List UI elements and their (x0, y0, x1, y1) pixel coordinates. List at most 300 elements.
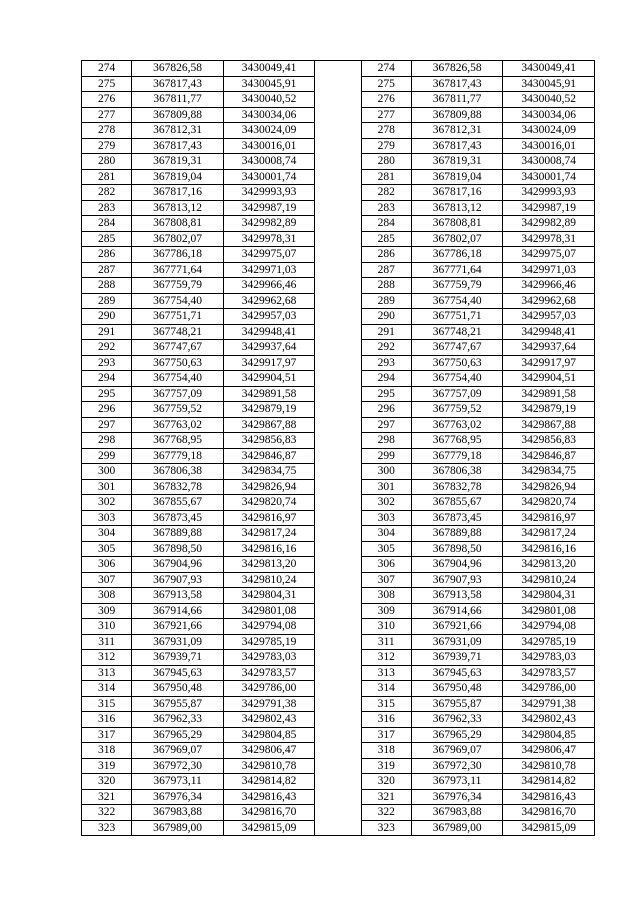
right-x-coordinate-cell: 367786,18 (411, 247, 503, 263)
table-row (82, 588, 595, 604)
table-row (82, 185, 595, 201)
column-gap (315, 712, 361, 728)
right-point-number-cell: 280 (361, 154, 411, 170)
right-point-number-cell: 317 (361, 727, 411, 743)
left-y-coordinate-cell: 3429820,74 (223, 495, 315, 511)
table-row (82, 309, 595, 325)
table-row (82, 448, 595, 464)
left-point-number-cell: 297 (82, 417, 132, 433)
right-point-number-cell: 291 (361, 324, 411, 340)
right-x-coordinate-cell: 367904,96 (411, 557, 503, 573)
right-y-coordinate-cell: 3430040,52 (503, 92, 595, 108)
left-x-coordinate-cell: 367983,88 (132, 805, 224, 821)
left-y-coordinate-cell: 3430045,91 (223, 76, 315, 92)
table-row (82, 805, 595, 821)
left-x-coordinate-cell: 367904,96 (132, 557, 224, 573)
right-point-number-cell: 306 (361, 557, 411, 573)
left-x-coordinate-cell: 367873,45 (132, 510, 224, 526)
left-y-coordinate-cell: 3430001,74 (223, 169, 315, 185)
left-x-coordinate-cell: 367754,40 (132, 293, 224, 309)
table-row (82, 216, 595, 232)
coordinate-table-body (82, 61, 595, 836)
right-x-coordinate-cell: 367819,31 (411, 154, 503, 170)
left-y-coordinate-cell: 3429846,87 (223, 448, 315, 464)
right-x-coordinate-cell: 367771,64 (411, 262, 503, 278)
right-x-coordinate-cell: 367907,93 (411, 572, 503, 588)
left-point-number-cell: 299 (82, 448, 132, 464)
right-y-coordinate-cell: 3430016,01 (503, 138, 595, 154)
left-x-coordinate-cell: 367813,12 (132, 200, 224, 216)
right-x-coordinate-cell: 367939,71 (411, 650, 503, 666)
right-y-coordinate-cell: 3429978,31 (503, 231, 595, 247)
left-y-coordinate-cell: 3429814,82 (223, 774, 315, 790)
column-gap (315, 231, 361, 247)
left-point-number-cell: 293 (82, 355, 132, 371)
right-point-number-cell: 299 (361, 448, 411, 464)
column-gap (315, 479, 361, 495)
left-point-number-cell: 289 (82, 293, 132, 309)
column-gap (315, 789, 361, 805)
right-point-number-cell: 316 (361, 712, 411, 728)
left-point-number-cell: 279 (82, 138, 132, 154)
right-y-coordinate-cell: 3429904,51 (503, 371, 595, 387)
left-x-coordinate-cell: 367976,34 (132, 789, 224, 805)
right-point-number-cell: 297 (361, 417, 411, 433)
right-y-coordinate-cell: 3429948,41 (503, 324, 595, 340)
table-row (82, 774, 595, 790)
left-point-number-cell: 316 (82, 712, 132, 728)
right-x-coordinate-cell: 367754,40 (411, 293, 503, 309)
right-point-number-cell: 290 (361, 309, 411, 325)
table-row (82, 712, 595, 728)
right-x-coordinate-cell: 367889,88 (411, 526, 503, 542)
right-point-number-cell: 283 (361, 200, 411, 216)
left-x-coordinate-cell: 367779,18 (132, 448, 224, 464)
left-point-number-cell: 308 (82, 588, 132, 604)
left-y-coordinate-cell: 3429816,97 (223, 510, 315, 526)
left-x-coordinate-cell: 367973,11 (132, 774, 224, 790)
column-gap (315, 309, 361, 325)
left-y-coordinate-cell: 3429879,19 (223, 402, 315, 418)
left-y-coordinate-cell: 3429987,19 (223, 200, 315, 216)
left-point-number-cell: 292 (82, 340, 132, 356)
left-x-coordinate-cell: 367907,93 (132, 572, 224, 588)
table-row (82, 61, 595, 77)
table-row (82, 572, 595, 588)
right-y-coordinate-cell: 3429971,03 (503, 262, 595, 278)
left-point-number-cell: 307 (82, 572, 132, 588)
left-point-number-cell: 300 (82, 464, 132, 480)
right-y-coordinate-cell: 3429826,94 (503, 479, 595, 495)
right-y-coordinate-cell: 3429816,43 (503, 789, 595, 805)
column-gap (315, 603, 361, 619)
left-y-coordinate-cell: 3429904,51 (223, 371, 315, 387)
left-point-number-cell: 311 (82, 634, 132, 650)
column-gap (315, 278, 361, 294)
left-x-coordinate-cell: 367945,63 (132, 665, 224, 681)
column-gap (315, 340, 361, 356)
right-point-number-cell: 318 (361, 743, 411, 759)
left-x-coordinate-cell: 367750,63 (132, 355, 224, 371)
left-y-coordinate-cell: 3429801,08 (223, 603, 315, 619)
right-point-number-cell: 312 (361, 650, 411, 666)
column-gap (315, 448, 361, 464)
right-x-coordinate-cell: 367757,09 (411, 386, 503, 402)
column-gap (315, 61, 361, 77)
table-row (82, 727, 595, 743)
left-x-coordinate-cell: 367809,88 (132, 107, 224, 123)
right-x-coordinate-cell: 367763,02 (411, 417, 503, 433)
left-point-number-cell: 320 (82, 774, 132, 790)
table-row (82, 76, 595, 92)
left-y-coordinate-cell: 3429993,93 (223, 185, 315, 201)
column-gap (315, 774, 361, 790)
left-point-number-cell: 282 (82, 185, 132, 201)
column-gap (315, 386, 361, 402)
left-point-number-cell: 287 (82, 262, 132, 278)
table-row (82, 371, 595, 387)
left-point-number-cell: 285 (82, 231, 132, 247)
left-y-coordinate-cell: 3429966,46 (223, 278, 315, 294)
right-point-number-cell: 288 (361, 278, 411, 294)
column-gap (315, 681, 361, 697)
table-row (82, 665, 595, 681)
right-point-number-cell: 281 (361, 169, 411, 185)
left-point-number-cell: 305 (82, 541, 132, 557)
left-point-number-cell: 315 (82, 696, 132, 712)
right-y-coordinate-cell: 3429891,58 (503, 386, 595, 402)
left-point-number-cell: 321 (82, 789, 132, 805)
right-point-number-cell: 314 (361, 681, 411, 697)
left-point-number-cell: 291 (82, 324, 132, 340)
right-x-coordinate-cell: 367750,63 (411, 355, 503, 371)
right-point-number-cell: 285 (361, 231, 411, 247)
right-y-coordinate-cell: 3429813,20 (503, 557, 595, 573)
right-y-coordinate-cell: 3429816,97 (503, 510, 595, 526)
left-x-coordinate-cell: 367806,38 (132, 464, 224, 480)
right-point-number-cell: 308 (361, 588, 411, 604)
left-y-coordinate-cell: 3429786,00 (223, 681, 315, 697)
table-row (82, 681, 595, 697)
left-x-coordinate-cell: 367802,07 (132, 231, 224, 247)
left-y-coordinate-cell: 3429826,94 (223, 479, 315, 495)
left-point-number-cell: 290 (82, 309, 132, 325)
column-gap (315, 169, 361, 185)
left-point-number-cell: 280 (82, 154, 132, 170)
left-y-coordinate-cell: 3429817,24 (223, 526, 315, 542)
column-gap (315, 216, 361, 232)
column-gap (315, 665, 361, 681)
right-y-coordinate-cell: 3429962,68 (503, 293, 595, 309)
right-x-coordinate-cell: 367779,18 (411, 448, 503, 464)
right-x-coordinate-cell: 367931,09 (411, 634, 503, 650)
left-x-coordinate-cell: 367771,64 (132, 262, 224, 278)
right-point-number-cell: 289 (361, 293, 411, 309)
right-point-number-cell: 276 (361, 92, 411, 108)
left-point-number-cell: 296 (82, 402, 132, 418)
table-row (82, 324, 595, 340)
left-x-coordinate-cell: 367747,67 (132, 340, 224, 356)
left-y-coordinate-cell: 3429957,03 (223, 309, 315, 325)
left-x-coordinate-cell: 367748,21 (132, 324, 224, 340)
left-y-coordinate-cell: 3429834,75 (223, 464, 315, 480)
right-x-coordinate-cell: 367809,88 (411, 107, 503, 123)
table-row (82, 479, 595, 495)
left-y-coordinate-cell: 3429783,03 (223, 650, 315, 666)
left-y-coordinate-cell: 3429891,58 (223, 386, 315, 402)
left-x-coordinate-cell: 367965,29 (132, 727, 224, 743)
right-x-coordinate-cell: 367983,88 (411, 805, 503, 821)
column-gap (315, 650, 361, 666)
left-y-coordinate-cell: 3430016,01 (223, 138, 315, 154)
table-row (82, 355, 595, 371)
right-x-coordinate-cell: 367751,71 (411, 309, 503, 325)
left-y-coordinate-cell: 3430008,74 (223, 154, 315, 170)
right-point-number-cell: 282 (361, 185, 411, 201)
right-y-coordinate-cell: 3429957,03 (503, 309, 595, 325)
right-y-coordinate-cell: 3429975,07 (503, 247, 595, 263)
right-y-coordinate-cell: 3429785,19 (503, 634, 595, 650)
left-x-coordinate-cell: 367808,81 (132, 216, 224, 232)
left-y-coordinate-cell: 3429813,20 (223, 557, 315, 573)
column-gap (315, 185, 361, 201)
left-x-coordinate-cell: 367763,02 (132, 417, 224, 433)
right-point-number-cell: 305 (361, 541, 411, 557)
left-x-coordinate-cell: 367962,33 (132, 712, 224, 728)
left-y-coordinate-cell: 3429856,83 (223, 433, 315, 449)
left-point-number-cell: 304 (82, 526, 132, 542)
left-y-coordinate-cell: 3429816,70 (223, 805, 315, 821)
right-y-coordinate-cell: 3429801,08 (503, 603, 595, 619)
right-x-coordinate-cell: 367969,07 (411, 743, 503, 759)
right-y-coordinate-cell: 3429987,19 (503, 200, 595, 216)
right-y-coordinate-cell: 3430008,74 (503, 154, 595, 170)
right-point-number-cell: 300 (361, 464, 411, 480)
column-gap (315, 588, 361, 604)
left-x-coordinate-cell: 367812,31 (132, 123, 224, 139)
left-x-coordinate-cell: 367921,66 (132, 619, 224, 635)
table-row (82, 464, 595, 480)
right-y-coordinate-cell: 3430001,74 (503, 169, 595, 185)
right-point-number-cell: 277 (361, 107, 411, 123)
right-y-coordinate-cell: 3429783,57 (503, 665, 595, 681)
column-gap (315, 696, 361, 712)
column-gap (315, 371, 361, 387)
left-x-coordinate-cell: 367817,43 (132, 138, 224, 154)
left-y-coordinate-cell: 3429937,64 (223, 340, 315, 356)
left-point-number-cell: 322 (82, 805, 132, 821)
right-x-coordinate-cell: 367817,43 (411, 76, 503, 92)
left-point-number-cell: 312 (82, 650, 132, 666)
right-y-coordinate-cell: 3429879,19 (503, 402, 595, 418)
right-x-coordinate-cell: 367973,11 (411, 774, 503, 790)
right-x-coordinate-cell: 367817,16 (411, 185, 503, 201)
left-y-coordinate-cell: 3430049,41 (223, 61, 315, 77)
right-point-number-cell: 298 (361, 433, 411, 449)
right-x-coordinate-cell: 367806,38 (411, 464, 503, 480)
right-point-number-cell: 275 (361, 76, 411, 92)
left-x-coordinate-cell: 367989,00 (132, 820, 224, 836)
column-gap (315, 92, 361, 108)
left-x-coordinate-cell: 367751,71 (132, 309, 224, 325)
right-y-coordinate-cell: 3429810,24 (503, 572, 595, 588)
column-gap (315, 820, 361, 836)
right-point-number-cell: 293 (361, 355, 411, 371)
left-point-number-cell: 277 (82, 107, 132, 123)
left-x-coordinate-cell: 367817,16 (132, 185, 224, 201)
left-y-coordinate-cell: 3429815,09 (223, 820, 315, 836)
column-gap (315, 402, 361, 418)
left-y-coordinate-cell: 3429948,41 (223, 324, 315, 340)
column-gap (315, 107, 361, 123)
left-point-number-cell: 275 (82, 76, 132, 92)
left-y-coordinate-cell: 3429810,24 (223, 572, 315, 588)
left-x-coordinate-cell: 367754,40 (132, 371, 224, 387)
left-point-number-cell: 313 (82, 665, 132, 681)
right-y-coordinate-cell: 3430049,41 (503, 61, 595, 77)
table-row (82, 541, 595, 557)
right-point-number-cell: 304 (361, 526, 411, 542)
column-gap (315, 619, 361, 635)
column-gap (315, 557, 361, 573)
left-x-coordinate-cell: 367826,58 (132, 61, 224, 77)
table-row (82, 650, 595, 666)
left-y-coordinate-cell: 3429971,03 (223, 262, 315, 278)
left-point-number-cell: 288 (82, 278, 132, 294)
right-x-coordinate-cell: 367965,29 (411, 727, 503, 743)
right-y-coordinate-cell: 3429815,09 (503, 820, 595, 836)
left-y-coordinate-cell: 3429785,19 (223, 634, 315, 650)
left-y-coordinate-cell: 3429804,85 (223, 727, 315, 743)
column-gap (315, 743, 361, 759)
left-y-coordinate-cell: 3429806,47 (223, 743, 315, 759)
right-point-number-cell: 284 (361, 216, 411, 232)
left-y-coordinate-cell: 3430024,09 (223, 123, 315, 139)
left-x-coordinate-cell: 367855,67 (132, 495, 224, 511)
right-x-coordinate-cell: 367955,87 (411, 696, 503, 712)
left-point-number-cell: 276 (82, 92, 132, 108)
left-x-coordinate-cell: 367931,09 (132, 634, 224, 650)
coordinate-table (81, 60, 595, 836)
right-point-number-cell: 301 (361, 479, 411, 495)
left-point-number-cell: 309 (82, 603, 132, 619)
left-y-coordinate-cell: 3430040,52 (223, 92, 315, 108)
table-row (82, 123, 595, 139)
right-point-number-cell: 295 (361, 386, 411, 402)
right-point-number-cell: 323 (361, 820, 411, 836)
left-x-coordinate-cell: 367832,78 (132, 479, 224, 495)
right-y-coordinate-cell: 3429804,31 (503, 588, 595, 604)
right-x-coordinate-cell: 367962,33 (411, 712, 503, 728)
left-y-coordinate-cell: 3429917,97 (223, 355, 315, 371)
right-point-number-cell: 315 (361, 696, 411, 712)
table-row (82, 603, 595, 619)
column-gap (315, 262, 361, 278)
right-x-coordinate-cell: 367898,50 (411, 541, 503, 557)
column-gap (315, 247, 361, 263)
table-row (82, 495, 595, 511)
left-y-coordinate-cell: 3429975,07 (223, 247, 315, 263)
left-y-coordinate-cell: 3429962,68 (223, 293, 315, 309)
table-row (82, 92, 595, 108)
right-x-coordinate-cell: 367768,95 (411, 433, 503, 449)
right-point-number-cell: 307 (361, 572, 411, 588)
column-gap (315, 433, 361, 449)
right-x-coordinate-cell: 367826,58 (411, 61, 503, 77)
right-point-number-cell: 302 (361, 495, 411, 511)
right-point-number-cell: 303 (361, 510, 411, 526)
column-gap (315, 355, 361, 371)
table-row (82, 510, 595, 526)
left-y-coordinate-cell: 3429982,89 (223, 216, 315, 232)
left-x-coordinate-cell: 367914,66 (132, 603, 224, 619)
right-y-coordinate-cell: 3429810,78 (503, 758, 595, 774)
right-point-number-cell: 286 (361, 247, 411, 263)
table-row (82, 262, 595, 278)
left-point-number-cell: 323 (82, 820, 132, 836)
right-point-number-cell: 292 (361, 340, 411, 356)
column-gap (315, 727, 361, 743)
right-y-coordinate-cell: 3429804,85 (503, 727, 595, 743)
right-point-number-cell: 274 (361, 61, 411, 77)
right-x-coordinate-cell: 367813,12 (411, 200, 503, 216)
right-y-coordinate-cell: 3429846,87 (503, 448, 595, 464)
right-y-coordinate-cell: 3429816,70 (503, 805, 595, 821)
column-gap (315, 417, 361, 433)
left-x-coordinate-cell: 367786,18 (132, 247, 224, 263)
right-y-coordinate-cell: 3429917,97 (503, 355, 595, 371)
left-point-number-cell: 274 (82, 61, 132, 77)
table-row (82, 138, 595, 154)
left-point-number-cell: 294 (82, 371, 132, 387)
table-row (82, 820, 595, 836)
left-point-number-cell: 319 (82, 758, 132, 774)
left-x-coordinate-cell: 367768,95 (132, 433, 224, 449)
column-gap (315, 510, 361, 526)
column-gap (315, 154, 361, 170)
table-row (82, 758, 595, 774)
right-y-coordinate-cell: 3429856,83 (503, 433, 595, 449)
right-y-coordinate-cell: 3429982,89 (503, 216, 595, 232)
table-row (82, 557, 595, 573)
right-x-coordinate-cell: 367914,66 (411, 603, 503, 619)
left-x-coordinate-cell: 367759,79 (132, 278, 224, 294)
left-y-coordinate-cell: 3429804,31 (223, 588, 315, 604)
right-x-coordinate-cell: 367811,77 (411, 92, 503, 108)
right-y-coordinate-cell: 3429937,64 (503, 340, 595, 356)
left-y-coordinate-cell: 3429816,16 (223, 541, 315, 557)
column-gap (315, 123, 361, 139)
right-point-number-cell: 320 (361, 774, 411, 790)
right-y-coordinate-cell: 3429814,82 (503, 774, 595, 790)
right-point-number-cell: 313 (361, 665, 411, 681)
left-y-coordinate-cell: 3429791,38 (223, 696, 315, 712)
left-point-number-cell: 284 (82, 216, 132, 232)
right-point-number-cell: 294 (361, 371, 411, 387)
right-x-coordinate-cell: 367950,48 (411, 681, 503, 697)
right-y-coordinate-cell: 3429802,43 (503, 712, 595, 728)
column-gap (315, 76, 361, 92)
right-point-number-cell: 310 (361, 619, 411, 635)
right-y-coordinate-cell: 3429806,47 (503, 743, 595, 759)
right-point-number-cell: 309 (361, 603, 411, 619)
right-x-coordinate-cell: 367976,34 (411, 789, 503, 805)
left-point-number-cell: 302 (82, 495, 132, 511)
right-x-coordinate-cell: 367921,66 (411, 619, 503, 635)
left-point-number-cell: 278 (82, 123, 132, 139)
left-x-coordinate-cell: 367969,07 (132, 743, 224, 759)
right-point-number-cell: 311 (361, 634, 411, 650)
